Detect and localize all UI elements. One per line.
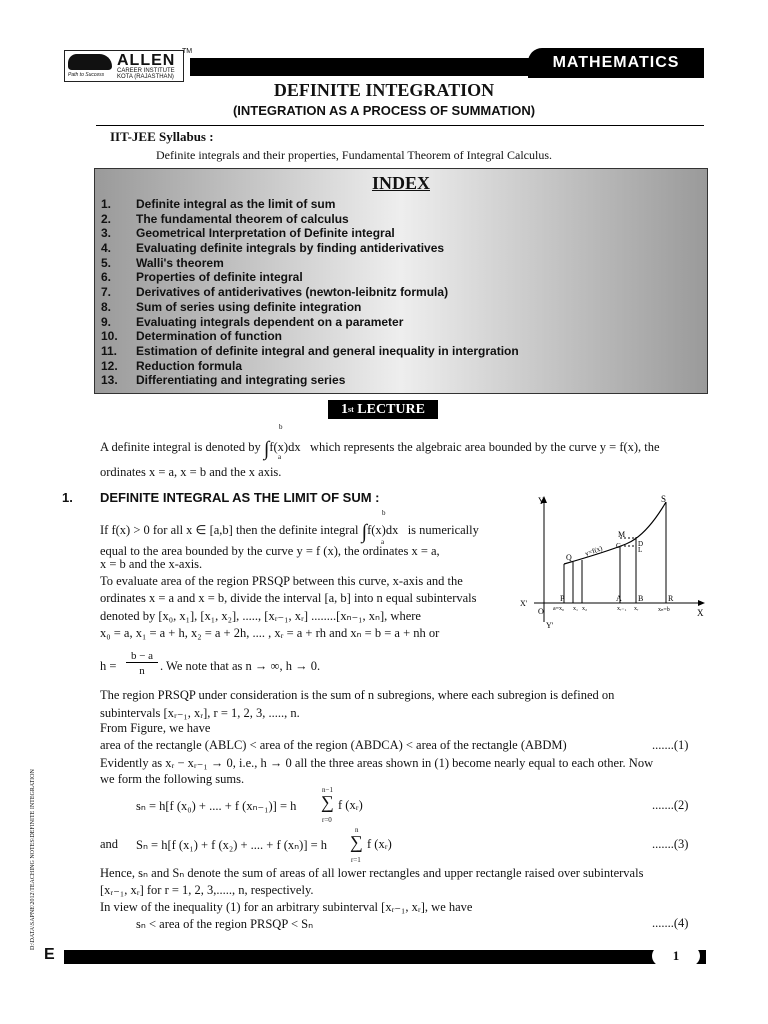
index-item [101,226,519,241]
lecture-label: LECTURE [357,401,425,417]
index-item-number: 3. [101,226,112,241]
index-item-text: Derivatives of antiderivatives (newton-leibnitz formula) [136,285,449,300]
logo-subtitle: CAREER INSTITUTE KOTA (RAJASTHAN) [117,68,175,80]
index-item-number: 13. [101,373,118,388]
car-logo-icon [68,54,112,70]
lecture-ordinal-suffix: st [348,405,354,414]
index-item [101,256,519,271]
index-item-text: Sum of series using definite integration [136,299,362,314]
s1-para5: Hence, sₙ and Sₙ denote the sum of areas of all lower rectangles and upper rectangle raised over subintervals [100,866,644,880]
index-item-number: 12. [101,358,118,373]
h-pre: h = [100,659,117,673]
lecture-badge [328,400,438,419]
page-number: 1 [652,946,700,966]
eq-number-3: .......(3) [652,837,689,851]
page-subtitle: (INTEGRATION AS A PROCESS OF SUMMATION) [232,103,536,118]
index-item-text: The fundamental theorem of calculus [136,211,349,226]
index-item [101,241,519,256]
area-figure [516,492,706,632]
sigma-icon: ∑ [321,792,334,812]
s1-para2b: subintervals [xᵣ₋₁, xᵣ], r = 1, 2, 3, ....., n. [100,706,300,720]
s1-ineq4: sₙ < area of the region PRSQP < Sₙ [136,917,314,931]
s1-upper-limit: b [382,509,386,517]
s1-lower-limit: a [381,538,385,546]
index-item-text: Differentiating and integrating series [136,373,346,388]
index-box [94,168,708,394]
subject-label: MATHEMATICS [528,48,704,78]
h-denominator: n [139,665,145,677]
index-item [101,197,519,212]
index-item-number: 8. [101,299,112,314]
and-label: and [100,837,119,851]
trademark: TM [182,48,193,55]
lecture-ordinal: 1 [341,401,349,417]
intro-integrand: f(x)dx [269,440,301,454]
intro-line2: ordinates x = a, x = b and the x axis. [100,465,282,479]
s1-line3: x = b and the x-axis. [100,557,203,571]
label-b: B [638,594,644,603]
index-item-number: 10. [101,329,118,344]
s1-line6: denoted by [x₀, x₁], [x₁, x₂], ....., [xᵣ₋₁, xᵣ] ........[xₙ₋₁, xₙ], where [100,609,421,623]
section-number: 1. [62,490,73,505]
eq3-lhs: Sₙ = h[f (x₁) + f (x₂) + .... + f (xₙ)] = h [136,838,328,852]
s1-para4b: we form the following sums. [100,772,245,786]
index-item-text: Evaluating integrals dependent on a parameter [136,314,404,329]
s1-line1-post: is numerically [407,523,479,537]
eq2-sum-top: n−1 [322,786,333,794]
label-r: R [668,594,674,603]
sigma-icon: ∑ [350,832,363,852]
file-path-note: D:\DATA\SAPNE\2012\TEACHING NOTES\DEFINITE INTEGRATION [30,769,36,950]
label-yp: Y' [546,621,554,630]
index-item [101,329,519,344]
tick-b: xₙ=b [658,607,670,613]
index-item-number: 7. [101,285,112,300]
eq2-term: f (xᵣ) [338,798,363,812]
s1-line1-pre: If f(x) > 0 for all x ∈ [a,b] then the definite integral [100,523,359,537]
tick-xr: xᵣ [634,606,639,612]
allen-logo [64,50,184,82]
eq2-lhs: sₙ = h[f (x₀) + .... + f (xₙ₋₁)] = h [136,799,297,813]
eq3-term: f (xᵣ) [367,837,392,851]
label-curve: y=f(x) [583,544,604,558]
index-item-number: 5. [101,255,112,270]
page-title: DEFINITE INTEGRATION [273,80,495,100]
logo-word: ALLEN [117,52,176,69]
label-c: C [616,542,621,550]
label-o: O [538,607,544,616]
eq-number-1: .......(1) [652,738,689,752]
index-item-number: 6. [101,270,112,285]
label-l: L [638,546,643,554]
label-a: A [616,594,622,603]
label-m: M [618,530,626,539]
index-item [101,359,519,374]
index-item-number: 2. [101,211,112,226]
eq-number-4: .......(4) [652,916,689,930]
intro-text [100,438,660,461]
footer-letter: E [44,946,55,963]
intro-pre: A definite integral is denoted by [100,440,261,454]
index-item-number: 11. [101,343,118,358]
section-title: DEFINITE INTEGRAL AS THE LIMIT OF SUM : [100,490,380,505]
h-post: . We note that as n → ∞, h → 0. [160,659,321,673]
index-item [101,285,519,300]
index-item-text: Properties of definite integral [136,270,303,285]
tick-x1: x₁ [573,606,579,612]
index-title: INDEX [371,173,430,193]
footer-bar [64,950,706,964]
integral-sign-icon: ∫ [263,438,270,460]
syllabus-text: Definite integrals and their properties, Fundamental Theorem of Integral Calculus. [156,148,552,162]
label-q: Q [566,553,572,562]
s1-line4: To evaluate area of the region PRSQP between this curve, x-axis and the [100,574,463,588]
index-item-text: Definite integral as the limit of sum [136,197,336,211]
intro-lower-limit: a [278,453,282,461]
eq2-sum-bottom: r=0 [322,816,332,824]
curve-line [564,502,666,564]
logo-tagline: Path to Success [68,72,105,78]
index-item-text: Evaluating definite integrals by finding antiderivatives [136,241,445,256]
intro-upper-limit: b [279,423,283,431]
s1-para6: In view of the inequality (1) for an arbitrary subinterval [xᵣ₋₁, xᵣ], we have [100,900,473,914]
label-d: D [638,540,644,548]
s1-para4: Evidently as xᵣ − xᵣ₋₁ → 0, i.e., h → 0 all the three areas shown in (1) become nearly equal to each other. Now [100,756,654,770]
tick-xr1: xᵣ₋₁ [617,606,627,612]
syllabus-label: IIT-JEE Syllabus : [110,129,214,144]
index-item-text: Geometrical Interpretation of Definite integral [136,226,395,241]
s1-para2: The region PRSQP under consideration is the sum of n subregions, where each subregion is defined on [100,688,615,702]
s1-line1-integrand: f(x)dx [367,523,399,537]
index-item-number: 9. [101,314,112,329]
index-list [101,197,519,388]
index-item-text: Determination of function [136,329,282,344]
s1-para5b: [xᵣ₋₁, xᵣ] for r = 1, 2, 3,....., n, respectively. [100,883,314,897]
index-item-text: Estimation of definite integral and general inequality in intergration [136,343,519,358]
h-numerator: b − a [126,650,158,663]
s1-para3: From Figure, we have [100,721,211,735]
eq-number-2: .......(2) [652,798,689,812]
s1-line2: equal to the area bounded by the curve y = f (x), the ordinates x = a, [100,544,440,558]
index-item [101,315,519,330]
tick-a: a=x₀ [553,606,565,612]
s1-line5: ordinates x = a and x = b, divide the interval [a, b] into n equal subintervals [100,591,477,605]
label-x: X [697,608,704,618]
s1-ineq1: area of the rectangle (ABLC) < area of the region (ABDCA) < area of the rectangle (ABDM) [100,738,567,752]
eq3-sum-bottom: r=1 [351,856,361,864]
label-s: S [661,494,667,504]
s1-line7: x₀ = a, x₁ = a + h, x₂ = a + 2h, .... , xᵣ = a + rh and xₙ = b = a + nh or [100,626,440,640]
index-item [101,300,519,315]
index-item-number: 4. [101,241,112,256]
index-item-text: Reduction formula [136,358,243,373]
label-y: Y [538,496,545,506]
index-item [101,212,519,227]
s1-line1 [100,521,479,544]
label-xp: X' [520,599,528,608]
eq3-sum-top: n [355,826,359,834]
divider [96,125,704,126]
integral-sign-icon: ∫ [361,521,368,543]
index-item-number: 1. [101,197,112,211]
index-item [101,373,519,388]
label-p: P [560,594,565,603]
x-arrow-icon [698,600,705,606]
index-item [101,270,519,285]
tick-x2: x₂ [582,606,588,612]
intro-post: which represents the algebraic area bounded by the curve y = f(x), the [309,440,660,454]
index-item-text: Walli's theorem [136,255,224,270]
index-item [101,344,519,359]
